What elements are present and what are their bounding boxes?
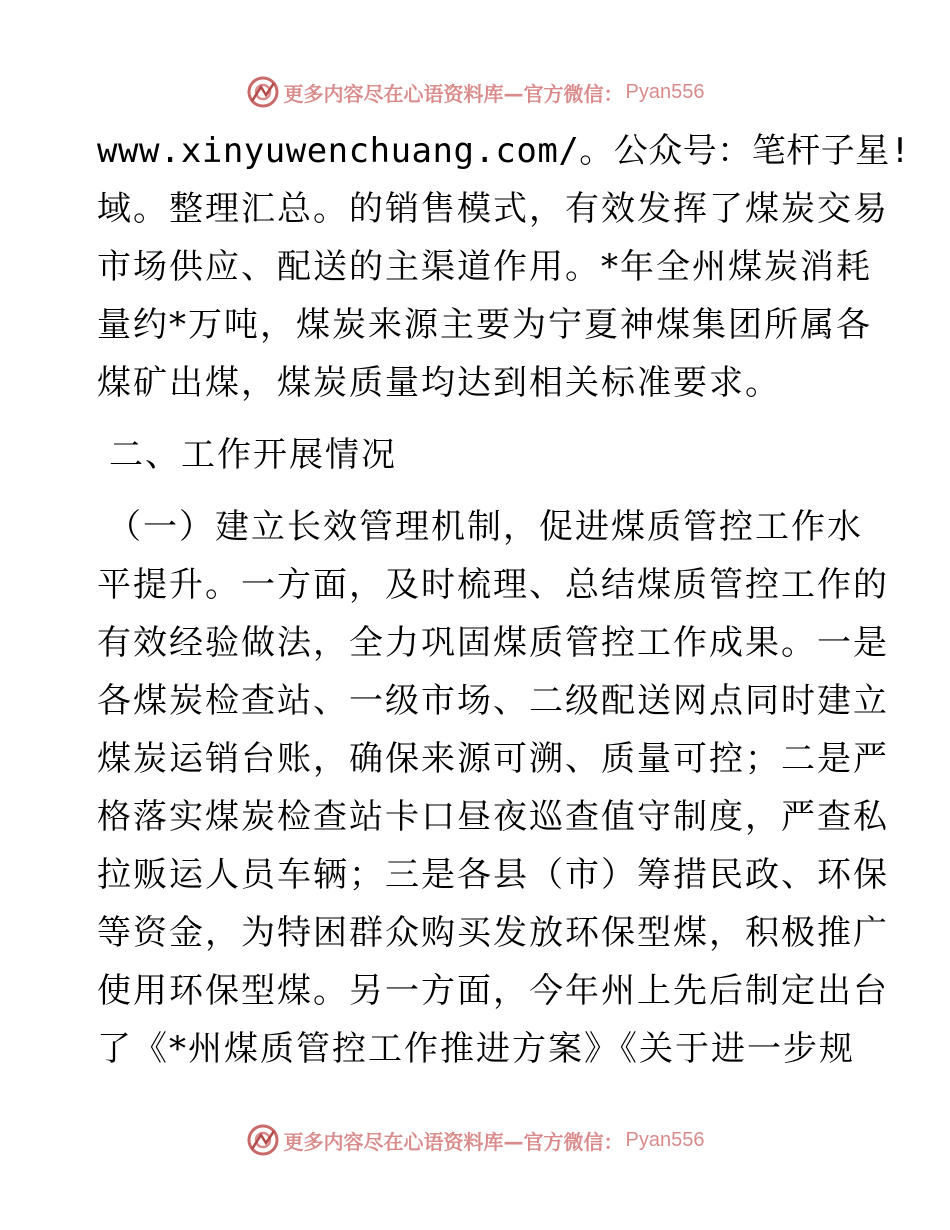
text-line: （一）建立长效管理机制，促进煤质管控工作水 (107, 507, 863, 547)
text-line: 量约*万吨，煤炭来源主要为宁夏神煤集团所属各 (97, 305, 872, 345)
watermark-text: 更多内容尽在心语资料库—官方微信： (283, 81, 624, 106)
text-line: 格落实煤炭检查站卡口昼夜巡查值守制度，严查私 (97, 797, 889, 837)
section-heading: 二、工作开展情况 (109, 435, 397, 475)
text-line: 有效经验做法，全力巩固煤质管控工作成果。一是 (97, 623, 889, 663)
document-body (97, 122, 911, 1078)
text-line: 等资金，为特困群众购买发放环保型煤，积极推广 (97, 913, 889, 953)
watermark-wechat-id: Pyan556 (625, 80, 705, 103)
text-line: 各煤炭检查站、一级市场、二级配送网点同时建立 (97, 681, 889, 721)
text-line: 域。整理汇总。的销售模式，有效发挥了煤炭交易 (97, 189, 889, 229)
text-line: 了《*州煤质管控工作推进方案》《关于进一步规 (97, 1029, 855, 1069)
text-line: www.xinyuwenchuang.com/。公众号：笔杆子星! (97, 131, 911, 171)
text-line: 使用环保型煤。另一方面，今年州上先后制定出台 (97, 971, 889, 1011)
text-line: 煤炭运销台账，确保来源可溯、质量可控；二是严 (97, 739, 889, 779)
text-line: 拉贩运人员车辆；三是各县（市）筹措民政、环保 (97, 855, 889, 895)
logo-icon (246, 1123, 280, 1157)
watermark-text: 更多内容尽在心语资料库—官方微信： (283, 1129, 624, 1154)
watermark-header (0, 72, 950, 112)
watermark-wechat-id: Pyan556 (625, 1128, 705, 1151)
watermark-footer (0, 1120, 950, 1160)
text-line: 市场供应、配送的主渠道作用。*年全州煤炭消耗 (97, 247, 872, 287)
text-line: 平提升。一方面，及时梳理、总结煤质管控工作的 (97, 565, 889, 605)
text-line: 煤矿出煤，煤炭质量均达到相关标准要求。 (97, 363, 781, 403)
logo-icon (246, 75, 280, 109)
